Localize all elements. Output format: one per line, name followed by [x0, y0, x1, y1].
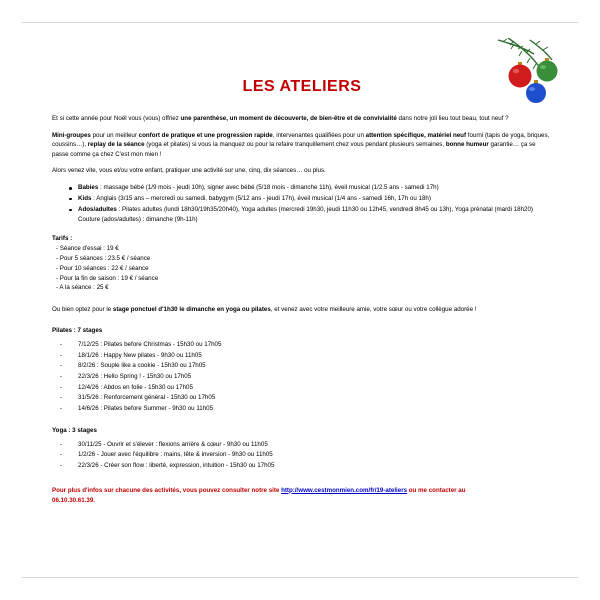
intro-paragraph [52, 114, 552, 124]
activity-text: : Pilates adultes (lundi 18h30/19h35/20h40), Yoga adultes (mercredi 19h30, jeudi 11h30 ou 12h45, vendredi 8h45 ou 13h), Yoga prénatal (mardi 18h20) Couture (ados/adultes) : dimanche (9h-11h) [78, 205, 533, 223]
groups-text-5: garantie… ça se passe comme ça chez C'est mon mien ! [52, 141, 536, 158]
groups-paragraph [52, 131, 552, 160]
stage-post: , et venez avec votre meilleure amie, votre sœur ou votre collègue adorée ! [270, 306, 477, 314]
list-item: - 31/5/26 : Renforcement général - 15h30 ou 17h05 [52, 393, 552, 404]
activities-list [52, 183, 552, 225]
groups-bold-5: bonne humeur [445, 141, 489, 149]
footer-pre: Pour plus d'infos sur chacune des activités, vous pouvez consulter notre site [52, 486, 282, 494]
list-item: - 1/2/26 - Jouer avec l'équilibre : mains, tête & inversion - 9h30 ou 11h05 [52, 450, 552, 461]
list-item: - 12/4/26 : Abdos en folie - 15h30 ou 17h05 [52, 383, 552, 394]
tarif-line: - A la séance : 25 € [56, 284, 109, 292]
groups-text-3: fourni (tapis de yoga, briques, coussins…), [52, 131, 550, 149]
tarif-line: - Séance d'essai : 19 € [56, 244, 119, 252]
list-item: - 30/11/25 - Ouvrir et s'élever : flexions arrière & cœur - 9h30 ou 11h05 [52, 440, 552, 451]
intro-lead-tail: dans notre joli lieu tout beau, tout neuf ? [396, 115, 509, 122]
tarifs-heading: Tarifs : [52, 234, 73, 242]
footer-mid: ou me contacter au [407, 486, 466, 494]
groups-bold-3: attention spécifique, matériel neuf [365, 131, 467, 139]
groups-bold-2: confort de pratique et une progression rapide [138, 131, 273, 139]
stage-bold: stage ponctuel d'1h30 le dimanche en yoga ou pilates [112, 306, 271, 314]
intro-lead: Et si cette année pour Noël vous (vous) offriez [52, 115, 181, 122]
list-item [78, 194, 552, 204]
page-border-bottom [22, 577, 578, 578]
groups-text-4: (yoga et pilates) si vous la manquez ou pour la refaire tranquillement chez vous pendant plusieurs semaines, [144, 141, 446, 149]
invite-paragraph: Alors venez vite, vous et/ou votre enfant, pratiquer une activité sur une, cinq, dix séances… ou plus. [52, 167, 326, 175]
list-item: - 18/1/26 : Happy New pilates - 9h30 ou 11h05 [52, 351, 552, 362]
groups-text-2: , intervenantes qualifiées pour un [272, 131, 366, 139]
stage-paragraph [52, 305, 552, 315]
groups-bold-4: replay de la séance [87, 141, 145, 149]
footer-contact [52, 486, 552, 506]
intro-lead-bold: une parenthèse, un moment de découverte, de bien-être et de convivialité [180, 115, 397, 122]
yoga-heading: Yoga : 3 stages [52, 426, 97, 434]
activity-text: : massage bébé (1/9 mois - jeudi 10h), signer avec bébé (5/18 mois - dimanche 11h), éveil musical (1/2.5 ans - samedi 17h) [98, 184, 439, 192]
activity-text: : Anglais (3/15 ans – mercredi ou samedi, babygym (5/12 ans - jeudi 17h), éveil musical (1/4 ans - samedi 16h, 17h ou 18h) [91, 194, 431, 202]
tarif-line: - Pour 5 séances : 23.5 € / séance [56, 254, 151, 262]
document-body [52, 60, 552, 506]
groups-bold-1: Mini-groupes [52, 131, 91, 139]
yoga-stage-list [52, 440, 552, 472]
stage-pre: Ou bien optez pour le [52, 306, 113, 314]
groups-text-1: pour un meilleur [90, 131, 139, 139]
footer-phone: 06.10.30.61.39. [52, 496, 96, 504]
list-item: - 22/3/26 : Hello Spring ! - 15h30 ou 17h05 [52, 372, 552, 383]
activity-label: Kids [78, 194, 92, 202]
list-item: - 7/12/25 : Pilates before Christmas - 15h30 ou 17h05 [52, 340, 552, 351]
tarif-line: - Pour 10 séances : 22 € / séance [56, 264, 149, 272]
list-item [78, 183, 552, 193]
website-link[interactable]: http://www.cestmonmien.com/fr/19-ateliers [281, 486, 408, 494]
list-item [78, 205, 552, 225]
list-item: - 8/2/26 : Souple like a cookie - 15h30 ou 17h05 [52, 361, 552, 372]
tarif-line: - Pour la fin de saison : 19 € / séance [56, 274, 159, 282]
page-title: LES ATELIERS [242, 78, 362, 95]
activity-label: Ados/adultes [78, 205, 117, 213]
list-item: - 14/6/26 : Pilates before Summer - 9h30 ou 11h05 [52, 404, 552, 415]
activity-label: Babies [78, 184, 99, 192]
pilates-heading: Pilates : 7 stages [52, 326, 103, 334]
list-item: - 22/3/26 - Créer son flow : liberté, expression, intuition - 15h30 ou 17h05 [52, 461, 552, 472]
pilates-stage-list [52, 340, 552, 415]
page-border-top [22, 22, 578, 23]
